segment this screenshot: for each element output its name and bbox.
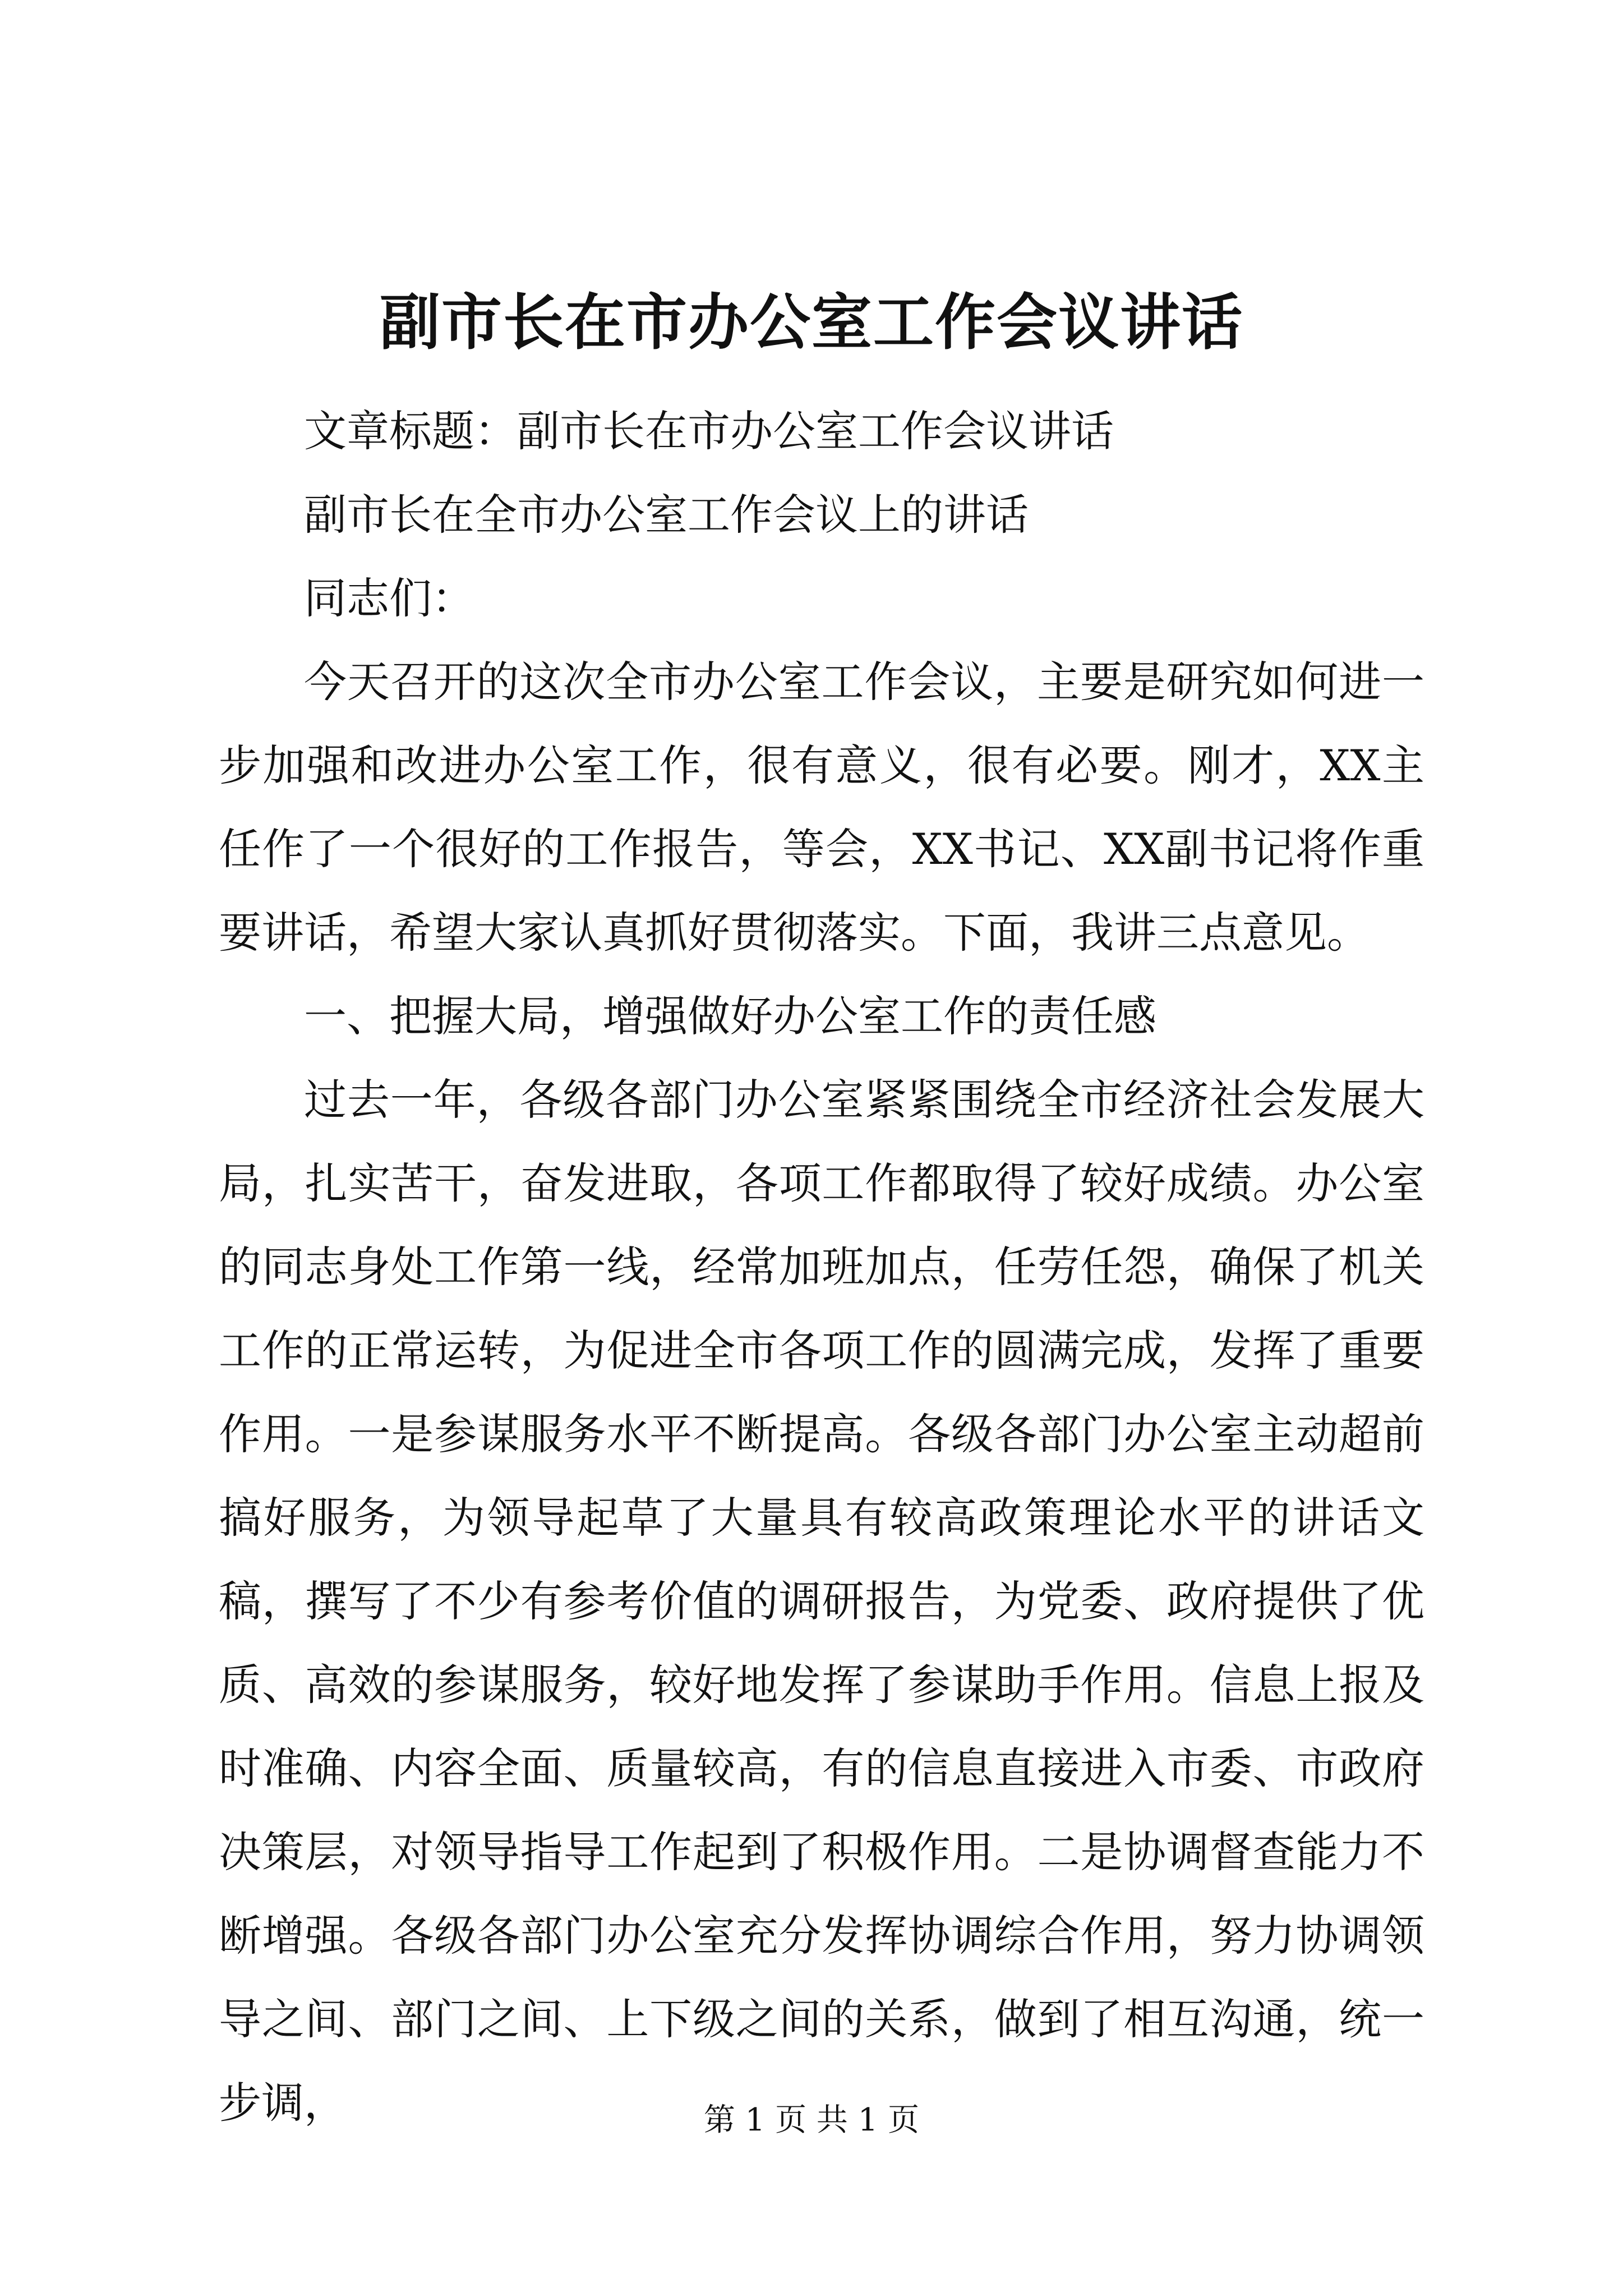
salutation: 同志们： [304,573,474,623]
article-title-line: 文章标题：副市长在市办公室工作会议讲话 [304,406,1114,456]
paragraph-review: 过去一年，各级各部门办公室紧紧围绕全市经济社会发展大局，扎实苦干，奋发进取，各项工作都取得了较好成绩。办公室的同志身处工作第一线，经常加班加点，任劳任怨，确保了机关工作的正常运转，为促进全市各项工作的圆满完成，发挥了重要作用。一是参谋服务水平不断提高。各级各部门办公室主动超前搞好服务，为领导起草了大量具有较高政策理论水平的讲话文稿，撰写了不少有参考价值的调研报告，为党委、政府提供了优质、高效的参谋服务，较好地发挥了参谋助手作用。信息上报及时准确、内容全面、质量较高，有的信息直接进入市委、市政府决策层，对领导指导工作起到了积极作用。二是协调督查能力不断增强。各级各部门办公室充分发挥协调综合作用，努力协调领导之间、部门之间、上下级之间的关系，做到了相互沟通，统一步调， [219,1075,1424,2128]
document-body [219,389,1424,2145]
page-footer: 第 1 页 共 1 页 [703,2102,920,2138]
paragraph-opening: 今天召开的这次全市办公室工作会议，主要是研究如何进一步加强和改进办公室工作，很有意义，很有必要。刚才，XX主任作了一个很好的工作报告，等会，XX书记、XX副书记将作重要讲话，希望大家认真抓好贯彻落实。下面，我讲三点意见。 [219,657,1424,958]
section-heading-one: 一、把握大局，增强做好办公室工作的责任感 [304,991,1156,1041]
subtitle-line: 副市长在全市办公室工作会议上的讲话 [304,490,1029,540]
document-title: 副市长在市办公室工作会议讲话 [379,287,1243,358]
